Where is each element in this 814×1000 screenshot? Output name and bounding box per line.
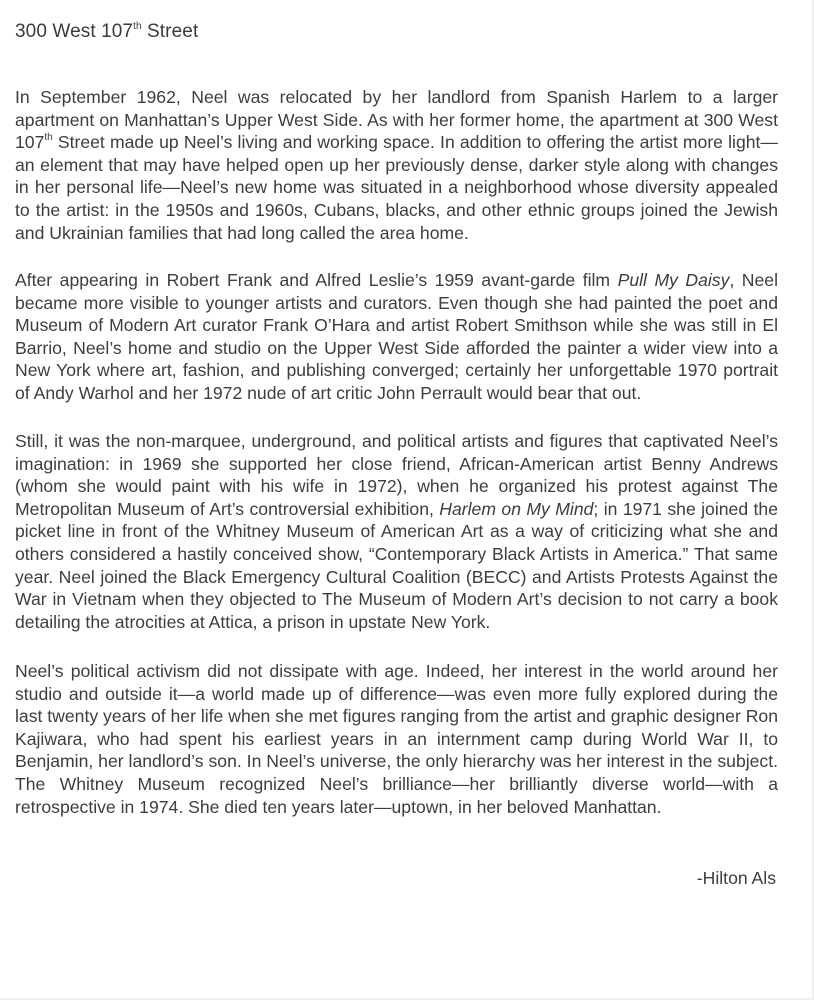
paragraph-1 bbox=[15, 86, 778, 244]
title-text-suffix: Street bbox=[141, 21, 199, 42]
paragraph-text: , Neel became more visible to younger artists and curators. Even though she had painted the poet and Museum of Modern Art curator Frank O’Hara and artist Robert Smithson while she was still in El Barrio, Neel’s home and studio on the Upper West Side afforded the painter a wider view into a New York where art, fashion, and publishing converged; certainly her unforgettable 1970 portrait of Andy Warhol and her 1972 nude of art critic John Perrault would bear that out. bbox=[15, 270, 778, 403]
paragraph-text: After appearing in Robert Frank and Alfred Leslie’s 1959 avant-garde film bbox=[15, 270, 618, 290]
paragraph-2 bbox=[15, 269, 778, 405]
exhibition-title: Harlem on My Mind bbox=[439, 498, 594, 519]
ordinal-superscript: th bbox=[44, 132, 53, 144]
paragraph-text: In September 1962, Neel was relocated by her landlord from Spanish Harlem to a larger apartment on Manhattan’s Upper West Side. As with her former home, the apartment at 300 West 107 bbox=[15, 87, 778, 153]
paragraph-3 bbox=[15, 430, 778, 633]
paragraph-text: ; in 1971 she joined the picket line in front of the Whitney Museum of American Art as a way of criticizing what she and others considered a hastily conceived show, “Contemporary Black Artists in America.” That same year. Neel joined the Black Emergency Cultural Coalition (BECC) and Artists Protests Against the War in Vietnam when they objected to The Museum of Modern Art’s decision to not carry a book detailing the atrocities at Attica, a prison in upstate New York. bbox=[15, 498, 778, 632]
paragraph-text: Neel’s political activism did not dissipate with age. Indeed, her interest in the world around her studio and outside it—a world made up of difference—was even more fully explored during the last twenty years of her life when she met figures ranging from the artist and graphic designer Ron Kajiwara, who had spent his earliest years in an internment camp during World War II, to Benjamin, her landlord’s son. In Neel’s universe, the only hierarchy was her interest in the subject. The Whitney Museum recognized Neel’s brilliance—her brilliantly diverse world—with a retrospective in 1974. She died ten years later—uptown, in her beloved Manhattan. bbox=[15, 661, 778, 817]
film-title: Pull My Daisy bbox=[617, 270, 730, 290]
paragraph-4 bbox=[15, 660, 778, 818]
title-text: 300 West 107 bbox=[15, 21, 134, 42]
paragraph-text: Still, it was the non-marquee, underground, and political artists and figures that captivated Neel’s imagination: in 1969 she supported her close friend, African-American artist Benny Andrews (whom she would paint with his wife in 1972), when he organized his protest against The Metropolitan Museum of Art’s controversial exhibition, bbox=[15, 431, 778, 519]
page-title bbox=[15, 20, 198, 44]
paragraph-text: Street made up Neel’s living and working space. In addition to offering the artist more light—an element that may have helped open up her previously dense, darker style along with changes in her personal life—Neel’s new home was situated in a neighborhood whose diversity appealed to the artist: in the 1950s and 1960s, Cubans, blacks, and other ethnic groups joined the Jewish and Ukrainian families that had long called the area home. bbox=[15, 132, 778, 243]
title-ordinal-superscript: th bbox=[133, 20, 142, 32]
author-signature: -Hilton Als bbox=[696, 868, 776, 888]
